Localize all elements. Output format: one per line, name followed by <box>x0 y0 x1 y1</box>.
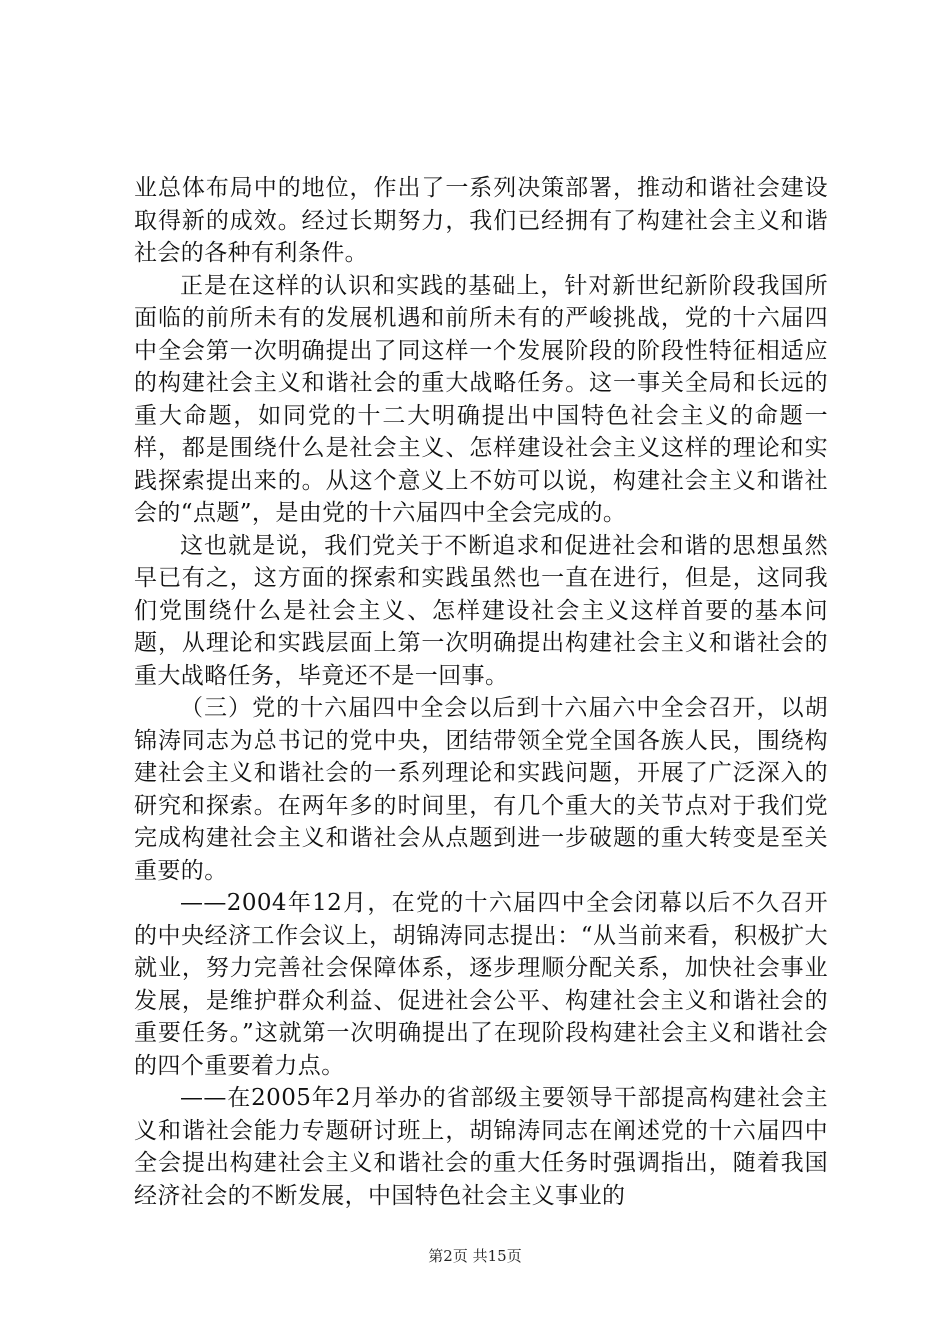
paragraph: 这也就是说，我们党关于不断追求和促进社会和谐的思想虽然早已有之，这方面的探索和实践虽然也一直在进行，但是，这同我们党围绕什么是社会主义、怎样建设社会主义这样首要的基本问题，从理论和实践层面上第一次明确提出构建社会主义和谐社会的重大战略任务，毕竟还不是一回事。 <box>134 532 828 689</box>
section-paragraph: （三）党的十六届四中全会以后到十六届六中全会召开，以胡锦涛同志为总书记的党中央，团结带领全党全国各族人民，围绕构建社会主义和谐社会的一系列理论和实践问题，开展了广泛深入的研究和探索。在两年多的时间里，有几个重大的关节点对于我们党完成构建社会主义和谐社会从点题到进一步破题的重大转变是至关重要的。 <box>134 695 828 884</box>
paragraph: ——在2005年2月举办的省部级主要领导干部提高构建社会主义和谐社会能力专题研讨班上，胡锦涛同志在阐述党的十六届四中全会提出构建社会主义和谐社会的重大任务时强调指出，随着我国经济社会的不断发展，中国特色社会主义事业的 <box>134 1085 828 1209</box>
page-number-footer: 第2页 共15页 <box>428 1247 522 1265</box>
paragraph: ——2004年12月，在党的十六届四中全会闭幕以后不久召开的中央经济工作会议上，胡锦涛同志提出：“从当前来看，积极扩大就业，努力完善社会保障体系，逐步理顺分配关系，加快社会事业发展，是维护群众利益、促进社会公平、构建社会主义和谐社会的重要任务。”这就第一次明确提出了在现阶段构建社会主义和谐社会的四个重要着力点。 <box>134 890 828 1079</box>
document-body <box>134 172 828 1212</box>
paragraph-continuation: 业总体布局中的地位，作出了一系列决策部署，推动和谐社会建设取得新的成效。经过长期努力，我们已经拥有了构建社会主义和谐社会的各种有利条件。 <box>134 175 828 266</box>
paragraph: 正是在这样的认识和实践的基础上，针对新世纪新阶段我国所面临的前所未有的发展机遇和前所未有的严峻挑战，党的十六届四中全会第一次明确提出了同这样一个发展阶段的阶段性特征相适应的构建社会主义和谐社会的重大战略任务。这一事关全局和长远的重大命题，如同党的十二大明确提出中国特色社会主义的命题一样，都是围绕什么是社会主义、怎样建设社会主义这样的理论和实践探索提出来的。从这个意义上不妨可以说，构建社会主义和谐社会的“点题”，是由党的十六届四中全会完成的。 <box>134 272 828 526</box>
